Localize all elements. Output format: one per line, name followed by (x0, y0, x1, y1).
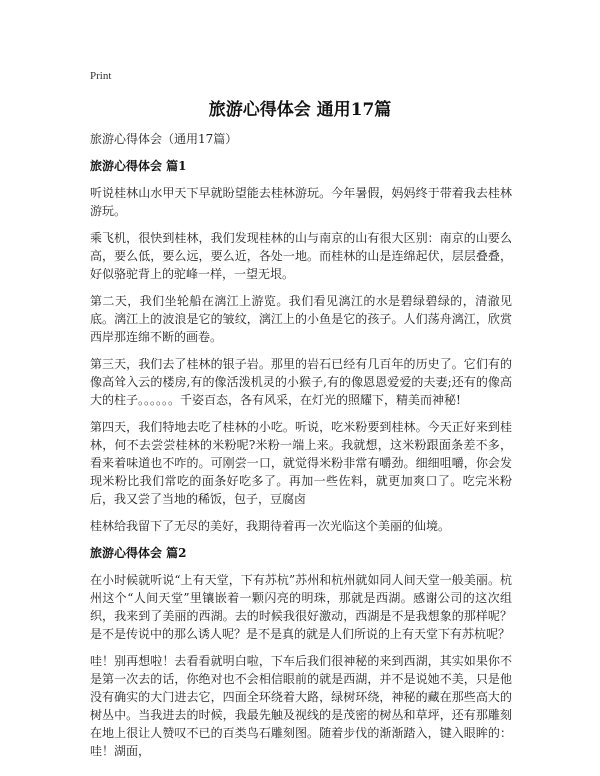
document-body (90, 130, 512, 769)
paragraph: 在小时候就听说“上有天堂，下有苏杭”苏州和杭州就如同人间天堂一般美丽。杭州这个“人间天堂”里镶嵌着一颗闪亮的明珠，那就是西湖。感谢公司的这次组织，我来到了美丽的西湖。去的时候我很好激动，西湖是不是我想象的那样呢？是不是传说中的那么诱人呢？是不是真的就是人们所说的上有天堂下有苏杭呢？ (90, 573, 512, 641)
print-link[interactable]: Print (90, 70, 112, 82)
document-subtitle: 旅游心得体会（通用17篇） (90, 132, 238, 146)
paragraph: 第四天，我们特地去吃了桂林的小吃。听说，吃米粉要到桂林。今天正好来到桂林，何不去尝尝桂林的米粉呢?米粉一端上来。我就想，这米粉跟面条差不多，看来着味道也不咋的。可刚尝一口，就觉得米粉非常有嚼劲。细细咀嚼，你会发现米粉比我们常吃的面条好吃多了。再加一些佐料，就更加爽口了。吃完米粉后，我又尝了当地的稀饭，包子，豆腐卤 (90, 420, 512, 506)
page-title: 旅游心得体会 通用17篇 (208, 100, 392, 120)
paragraph: 哇！别再想啦！去看看就明白啦，下车后我们很神秘的来到西湖，其实如果你不是第一次去的话，你绝对也不会相信眼前的就是西湖，并不是说她不美，只是他没有确实的大门进去它，四面全环绕着大路，绿树环绕，神秘的藏在那些高大的树丛中。当我进去的时候，我最先触及视线的是茂密的树丛和草坪，还有那雕刻在地上很让人赞叹不已的百类鸟石雕刻图。随着步伐的渐渐踏入，键入眼眸的：哇！湖面， (90, 654, 512, 758)
section-heading-2: 旅游心得体会 篇2 (90, 546, 187, 560)
paragraph: 桂林给我留下了无尽的美好，我期待着再一次光临这个美丽的仙境。 (90, 519, 451, 533)
paragraph: 乘飞机，很快到桂林，我们发现桂林的山与南京的山有很大区别：南京的山要么高，要么低，要么远，要么近，各处一地。而桂林的山是连绵起伏，层层叠叠，好似骆驼背上的驼峰一样，一望无垠。 (90, 231, 512, 281)
paragraph: 听说桂林山水甲天下早就盼望能去桂林游玩。今年暑假，妈妈终于带着我去桂林游玩。 (90, 186, 512, 218)
paragraph: 第二天，我们坐轮船在漓江上游览。我们看见漓江的水是碧绿碧绿的，清澈见底。漓江上的波浪是它的皱纹，漓江上的小鱼是它的孩子。人们荡舟漓江，欣赏西岸那连绵不断的画卷。 (90, 294, 512, 344)
paragraph: 第三天，我们去了桂林的银子岩。那里的岩石已经有几百年的历史了。它们有的像高耸入云的楼房,有的像活泼机灵的小猴子,有的像恩恩爱爱的夫妻;还有的像高大的柱子。。。。。。千姿百态，各有风采，在灯光的照耀下，精美而神秘! (90, 357, 512, 407)
section-heading-1: 旅游心得体会 篇1 (90, 159, 187, 173)
